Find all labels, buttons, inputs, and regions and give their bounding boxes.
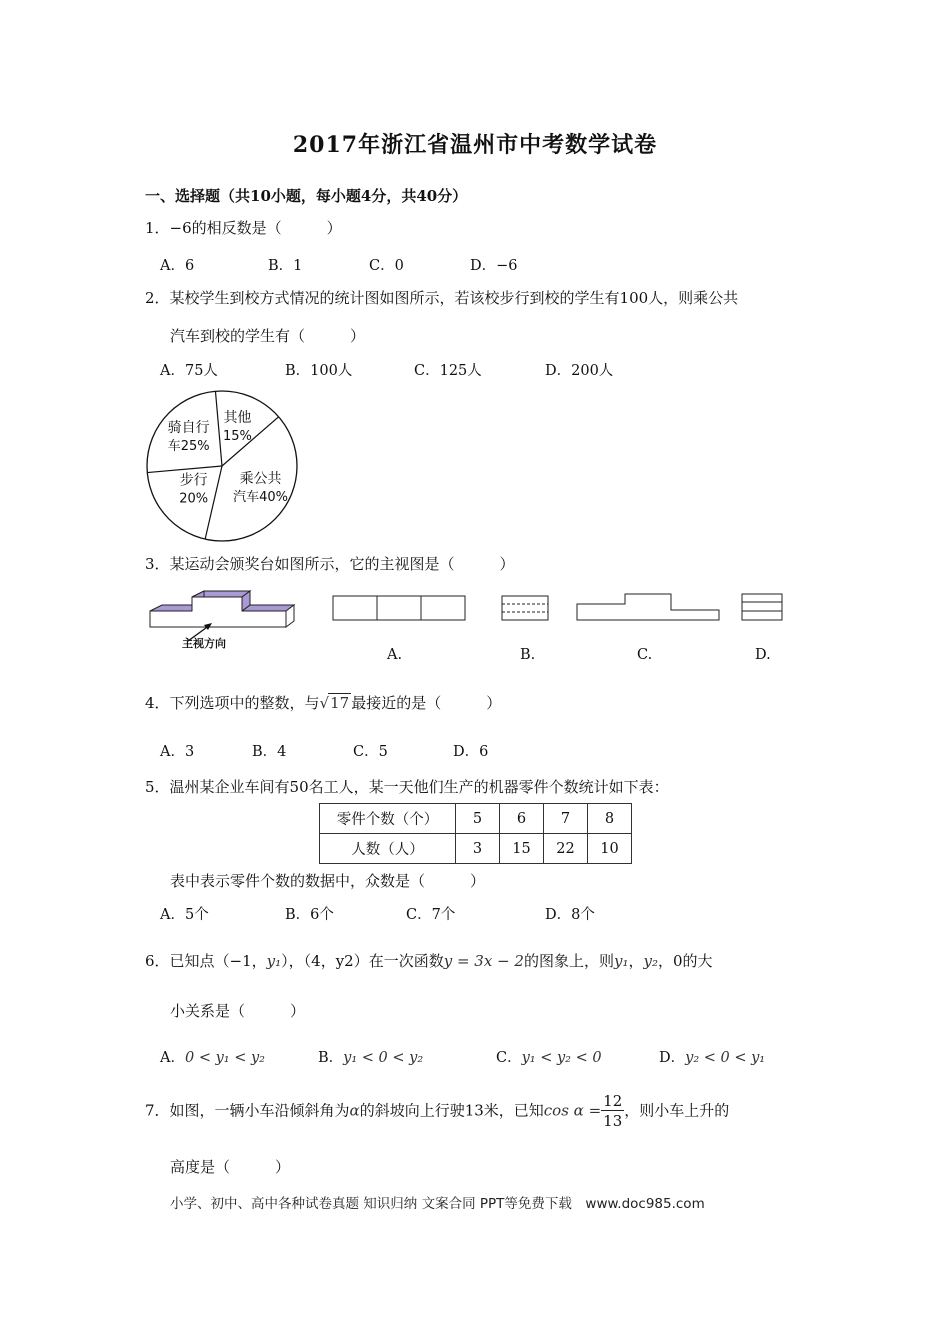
q6-option-letter: B． xyxy=(318,1050,344,1066)
question-6-stem-line2: 小关系是（ ） xyxy=(170,1002,306,1020)
q1-option-d: D．−6 xyxy=(470,258,518,274)
q7-denominator: 13 xyxy=(603,1112,623,1130)
q5-data-table xyxy=(319,803,632,864)
q4-option-a: A．3 xyxy=(160,744,195,760)
q6-y2: y₂ xyxy=(643,952,658,970)
q2-option-d: D．200人 xyxy=(545,363,614,379)
q7-alpha: α xyxy=(349,1101,360,1120)
q7-numerator: 12 xyxy=(603,1092,623,1110)
q4-stem-post: 最接近的是（ ） xyxy=(351,694,502,712)
q5-option-b: B．6个 xyxy=(285,907,334,923)
q1-option-b: B．1 xyxy=(268,258,303,274)
q6-function: y = 3x − 2 xyxy=(443,952,524,970)
pie-slice-label: 乘公共 xyxy=(239,471,282,488)
q6-text-b: ），（4，y2）在一次函数 xyxy=(281,952,444,970)
q4-radicand: 17 xyxy=(330,694,350,712)
table-cell: 6 xyxy=(500,804,544,834)
table-cell: 15 xyxy=(500,834,544,864)
q3-option-b-figure xyxy=(500,594,552,624)
q6-option-expr: y₁ < y₂ < 0 xyxy=(521,1050,602,1066)
q7-text-c: ，则小车上升的 xyxy=(624,1101,730,1120)
q6-option-a xyxy=(160,1046,265,1067)
q3-option-b: B. xyxy=(520,647,536,663)
q2-option-a: A．75人 xyxy=(160,363,218,379)
question-5-stem2: 表中表示零件个数的数据中，众数是（ ） xyxy=(170,872,486,890)
pie-slice-label: 步行 xyxy=(179,472,208,489)
table-row xyxy=(320,804,632,834)
table-row xyxy=(320,834,632,864)
q6-option-expr: y₁ < 0 < y₂ xyxy=(343,1050,424,1066)
podium-figure xyxy=(148,585,300,655)
q7-text-b: 的斜坡向上行驶13米，已知 xyxy=(359,1101,544,1120)
table-cell: 3 xyxy=(456,834,500,864)
q6-option-letter: C． xyxy=(496,1050,522,1066)
q3-option-d-figure xyxy=(740,592,786,624)
q3-option-c-figure xyxy=(575,590,723,624)
q6-option-expr: 0 < y₁ < y₂ xyxy=(184,1050,265,1066)
question-3-stem: 3．某运动会颁奖台如图所示，它的主视图是（ ） xyxy=(145,555,515,573)
footer-note: 小学、初中、高中各种试卷真题 知识归纳 文案合同 PPT等免费下载 www.doc985.com xyxy=(170,1196,705,1212)
question-4-stem xyxy=(145,692,501,713)
q3-option-d: D. xyxy=(755,647,771,663)
q7-cos: cos α = xyxy=(543,1101,602,1120)
q4-stem-pre: 4．下列选项中的整数，与 xyxy=(145,694,320,712)
q2-option-c: C．125人 xyxy=(414,363,482,379)
pie-slice-percent: 车25% xyxy=(167,439,210,455)
question-1-stem: 1．−6的相反数是（ ） xyxy=(145,219,342,237)
q5-option-a: A．5个 xyxy=(160,907,209,923)
pie-slice-label: 其他 xyxy=(223,409,252,426)
question-7-stem xyxy=(145,1092,729,1131)
q6-y1-again: y₁ xyxy=(613,952,629,970)
q6-option-c xyxy=(496,1046,602,1067)
q4-option-c: C．5 xyxy=(353,744,388,760)
table-cell: 零件个数（个） xyxy=(320,804,456,834)
q6-text-a: 6．已知点（−1， xyxy=(145,952,267,970)
q6-y1: y₁ xyxy=(266,952,282,970)
q4-option-b: B．4 xyxy=(252,744,287,760)
q7-fraction xyxy=(601,1092,624,1131)
pie-slice-percent: 汽车40% xyxy=(233,490,289,506)
page-title: 2017年浙江省温州市中考数学试卷 xyxy=(292,132,658,158)
table-cell: 10 xyxy=(588,834,632,864)
q2-option-b: B．100人 xyxy=(285,363,353,379)
table-cell: 7 xyxy=(544,804,588,834)
q6-option-expr: y₂ < 0 < y₁ xyxy=(685,1050,766,1066)
question-7-stem-line2: 高度是（ ） xyxy=(170,1158,291,1176)
q5-option-d: D．8个 xyxy=(545,907,595,923)
q3-option-a-figure xyxy=(332,594,468,624)
q6-option-letter: A． xyxy=(160,1050,185,1066)
view-direction-label: 主视方向 xyxy=(182,637,226,650)
sqrt-symbol: √ xyxy=(319,694,330,712)
q1-option-c: C．0 xyxy=(369,258,404,274)
pie-slice-label: 骑自行 xyxy=(167,420,210,437)
table-cell: 5 xyxy=(456,804,500,834)
q1-option-a: A．6 xyxy=(160,258,195,274)
question-2-stem-line2: 汽车到校的学生有（ ） xyxy=(170,327,366,345)
q7-text-a: 7．如图，一辆小车沿倾斜角为 xyxy=(145,1101,350,1120)
pie-chart xyxy=(140,388,305,543)
section-heading: 一、选择题（共10小题，每小题4分，共40分） xyxy=(145,187,468,205)
table-cell: 8 xyxy=(588,804,632,834)
question-5-stem: 5．温州某企业车间有50名工人，某一天他们生产的机器零件个数统计如下表： xyxy=(145,778,669,796)
q6-option-d xyxy=(659,1046,765,1067)
table-cell: 人数（人） xyxy=(320,834,456,864)
q6-text-e: ，0的大 xyxy=(657,952,713,970)
q6-text-d: ， xyxy=(628,952,644,970)
q3-option-c: C. xyxy=(637,647,653,663)
table-cell: 22 xyxy=(544,834,588,864)
q6-option-b xyxy=(318,1046,423,1067)
question-6-stem xyxy=(145,950,713,971)
question-2-stem-line1: 2．某校学生到校方式情况的统计图如图所示，若该校步行到校的学生有100人，则乘公共 xyxy=(145,289,739,307)
q6-text-c: 的图象上，则 xyxy=(523,952,614,970)
pie-slice-percent: 20% xyxy=(179,491,209,507)
q6-option-letter: D． xyxy=(659,1050,686,1066)
pie-slice-percent: 15% xyxy=(222,428,252,444)
q3-option-a: A. xyxy=(387,647,403,663)
q5-option-c: C．7个 xyxy=(406,907,456,923)
q4-option-d: D．6 xyxy=(453,744,489,760)
